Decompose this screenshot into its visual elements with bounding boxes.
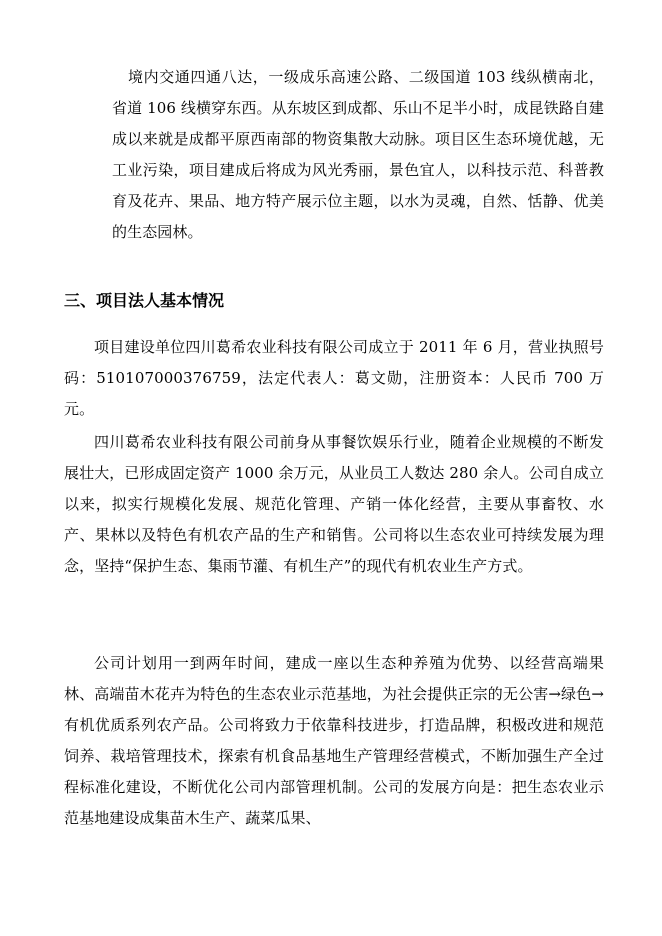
paragraph-traffic-environment: 境内交通四通八达，一级成乐高速公路、二级国道 103 线纵横南北，省道 106 线横穿东西。从东坡区到成都、乐山不足半小时，成昆铁路自建成以来就是成都平原西南部的物资集散大动脉。项目区生态环境优越，无工业污染，项目建成后将成为风光秀丽，景色宜人，以科技示范、科普教育及花卉、果品、地方特产展示位主题，以水为灵魂，自然、恬静、优美的生态园林。: [112, 68, 604, 241]
paragraph-company-plan: 公司计划用一到两年时间，建成一座以生态种养殖为优势、以经营高端果林、高端苗木花卉为特色的生态农业示范基地，为社会提供正宗的无公害→绿色→有机优质系列农产品。公司将致力于依靠科技进步，打造品牌，积极改进和规范饲养、栽培管理技术，探索有机食品基地生产管理经营模式，不断加强生产全过程标准化建设，不断优化公司内部管理机制。公司的发展方向是：把生态农业示范基地建设成集苗木生产、蔬菜瓜果、: [64, 654, 604, 827]
paragraph-company-background: 四川葛希农业科技有限公司前身从事餐饮娱乐行业，随着企业规模的不断发展壮大，已形成固定资产 1000 余万元，从业员工人数达 280 余人。公司自成立以来，拟实行规模化发展、规范化管理、产销一体化经营，主要从事畜牧、水产、果林以及特色有机农产品的生产和销售。公司将以生态农业可持续发展为理念，坚持“保护生态、集雨节灌、有机生产”的现代有机农业生产方式。: [64, 433, 604, 575]
section-heading: 三、项目法人基本情况: [64, 291, 225, 310]
paragraph-company-registration: 项目建设单位四川葛希农业科技有限公司成立于 2011 年 6 月，营业执照号码：510107000376759，法定代表人：葛文勋，注册资本：人民币 700 万元。: [64, 338, 604, 418]
